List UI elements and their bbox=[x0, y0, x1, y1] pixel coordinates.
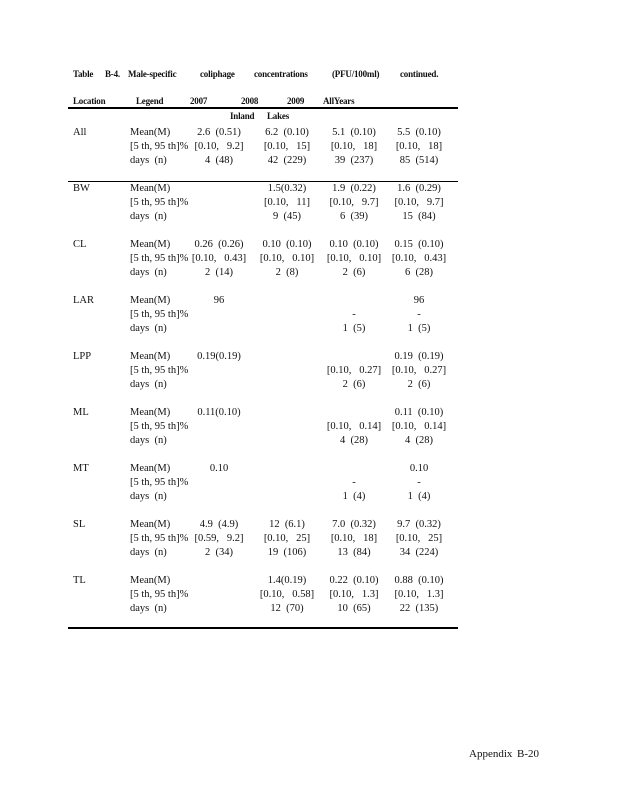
value-cell: 6 (39) bbox=[340, 211, 368, 222]
value-cell: 4.9 (4.9) bbox=[199, 519, 239, 530]
value-cell: 2 (6) bbox=[407, 379, 431, 390]
value-cell: [0.10, 18] bbox=[395, 141, 443, 152]
value-cell: 7.0 (0.32) bbox=[332, 519, 376, 530]
footer-appendix: Appendix bbox=[469, 748, 513, 760]
value-cell: 1.6 (0.29) bbox=[397, 183, 441, 194]
legend-line: days (n) bbox=[130, 267, 167, 278]
legend-line: Mean(M) bbox=[130, 295, 171, 306]
section-lakes: Lakes bbox=[267, 111, 290, 121]
legend-line: [5 th, 95 th]% bbox=[130, 309, 189, 320]
value-cell: 1.9 (0.22) bbox=[332, 183, 376, 194]
title-table-word: Table bbox=[73, 69, 94, 79]
value-cell: 4 (48) bbox=[205, 155, 233, 166]
value-cell: [0.10, 0.10] bbox=[259, 253, 315, 264]
value-cell: 1.5(0.32) bbox=[267, 183, 307, 194]
value-cell: 0.11 (0.10) bbox=[394, 407, 444, 418]
value-cell: [0.10, 0.43] bbox=[191, 253, 247, 264]
value-cell: 0.10 bbox=[409, 463, 429, 474]
value-cell: 0.26 (0.26) bbox=[194, 239, 244, 250]
value-cell: [0.10, 15] bbox=[263, 141, 311, 152]
value-cell: 2.6 (0.51) bbox=[197, 127, 241, 138]
value-cell: 10 (65) bbox=[337, 603, 371, 614]
legend-line: [5 th, 95 th]% bbox=[130, 589, 189, 600]
value-cell: 1 (5) bbox=[407, 323, 431, 334]
value-cell: [0.10, 0.14] bbox=[326, 421, 382, 432]
legend-line: Mean(M) bbox=[130, 351, 171, 362]
value-cell: 9.7 (0.32) bbox=[397, 519, 441, 530]
value-cell: [0.10, 9.7] bbox=[394, 197, 444, 208]
location-cell: ML bbox=[73, 407, 89, 418]
title-continued: continued. bbox=[400, 69, 439, 79]
value-cell: 96 bbox=[413, 295, 425, 306]
value-cell: - bbox=[352, 309, 356, 320]
value-cell: 15 (84) bbox=[402, 211, 436, 222]
value-cell: - bbox=[417, 309, 421, 320]
legend-line: days (n) bbox=[130, 491, 167, 502]
header-legend: Legend bbox=[136, 96, 164, 106]
legend-line: Mean(M) bbox=[130, 239, 171, 250]
header-rule bbox=[68, 107, 458, 109]
legend-line: days (n) bbox=[130, 435, 167, 446]
value-cell: [0.10, 0.58] bbox=[259, 589, 315, 600]
legend-line: [5 th, 95 th]% bbox=[130, 197, 189, 208]
location-cell: LAR bbox=[73, 295, 94, 306]
value-cell: [0.10, 25] bbox=[395, 533, 443, 544]
legend-line: Mean(M) bbox=[130, 183, 171, 194]
location-cell: TL bbox=[73, 575, 86, 586]
value-cell: 39 (237) bbox=[334, 155, 374, 166]
legend-line: [5 th, 95 th]% bbox=[130, 421, 189, 432]
value-cell: [0.10, 1.3] bbox=[329, 589, 379, 600]
value-cell: [0.10, 9.7] bbox=[329, 197, 379, 208]
location-cell: BW bbox=[73, 183, 90, 194]
header-2009: 2009 bbox=[287, 96, 305, 106]
value-cell: 34 (224) bbox=[399, 547, 439, 558]
value-cell: [0.10, 0.27] bbox=[391, 365, 447, 376]
value-cell: 0.10 (0.10) bbox=[329, 239, 379, 250]
legend-line: days (n) bbox=[130, 211, 167, 222]
value-cell: - bbox=[352, 477, 356, 488]
value-cell: 42 (229) bbox=[267, 155, 307, 166]
title-desc-1: Male-specific bbox=[128, 69, 177, 79]
title-units: (PFU/100ml) bbox=[332, 69, 380, 79]
value-cell: [0.10, 0.43] bbox=[391, 253, 447, 264]
value-cell: 6.2 (0.10) bbox=[265, 127, 309, 138]
title-desc-3: concentrations bbox=[254, 69, 308, 79]
legend-line: [5 th, 95 th]% bbox=[130, 533, 189, 544]
value-cell: 0.10 bbox=[209, 463, 229, 474]
value-cell: 85 (514) bbox=[399, 155, 439, 166]
value-cell: 2 (34) bbox=[205, 547, 233, 558]
header-2008: 2008 bbox=[241, 96, 259, 106]
value-cell: 12 (70) bbox=[270, 603, 304, 614]
location-cell: SL bbox=[73, 519, 86, 530]
value-cell: 96 bbox=[213, 295, 225, 306]
value-cell: [0.10, 0.10] bbox=[326, 253, 382, 264]
value-cell: 9 (45) bbox=[273, 211, 301, 222]
legend-line: [5 th, 95 th]% bbox=[130, 365, 189, 376]
value-cell: [0.10, 0.14] bbox=[391, 421, 447, 432]
legend-line: days (n) bbox=[130, 547, 167, 558]
value-cell: 2 (8) bbox=[275, 267, 299, 278]
location-cell: CL bbox=[73, 239, 87, 250]
header-2007: 2007 bbox=[190, 96, 208, 106]
value-cell: 22 (135) bbox=[399, 603, 439, 614]
value-cell: 2 (14) bbox=[205, 267, 233, 278]
value-cell: 1.4(0.19) bbox=[267, 575, 307, 586]
value-cell: [0.10, 18] bbox=[330, 533, 378, 544]
value-cell: 0.10 (0.10) bbox=[262, 239, 312, 250]
value-cell: 0.22 (0.10) bbox=[329, 575, 379, 586]
value-cell: [0.10, 0.27] bbox=[326, 365, 382, 376]
title-table-id: B-4. bbox=[105, 69, 120, 79]
value-cell: [0.10, 11] bbox=[264, 197, 310, 208]
legend-line: [5 th, 95 th]% bbox=[130, 141, 189, 152]
value-cell: 1 (5) bbox=[342, 323, 366, 334]
value-cell: 1 (4) bbox=[407, 491, 431, 502]
value-cell: 5.5 (0.10) bbox=[397, 127, 441, 138]
legend-line: Mean(M) bbox=[130, 575, 171, 586]
legend-line: Mean(M) bbox=[130, 519, 171, 530]
legend-line: [5 th, 95 th]% bbox=[130, 477, 189, 488]
value-cell: [0.10, 1.3] bbox=[394, 589, 444, 600]
value-cell: 12 (6.1) bbox=[269, 519, 305, 530]
value-cell: 4 (28) bbox=[405, 435, 433, 446]
legend-line: Mean(M) bbox=[130, 127, 171, 138]
value-cell: 0.15 (0.10) bbox=[394, 239, 444, 250]
value-cell: [0.59, 9.2] bbox=[194, 533, 244, 544]
value-cell: [0.10, 18] bbox=[330, 141, 378, 152]
legend-line: Mean(M) bbox=[130, 463, 171, 474]
header-location: Location bbox=[73, 96, 106, 106]
location-cell: MT bbox=[73, 463, 89, 474]
value-cell: 0.19 (0.19) bbox=[394, 351, 444, 362]
legend-line: days (n) bbox=[130, 603, 167, 614]
location-cell: LPP bbox=[73, 351, 92, 362]
value-cell: [0.10, 25] bbox=[263, 533, 311, 544]
value-cell: 13 (84) bbox=[337, 547, 371, 558]
value-cell: 5.1 (0.10) bbox=[332, 127, 376, 138]
value-cell: 2 (6) bbox=[342, 267, 366, 278]
value-cell: - bbox=[417, 477, 421, 488]
value-cell: [0.10, 9.2] bbox=[194, 141, 244, 152]
legend-line: days (n) bbox=[130, 323, 167, 334]
section-inland: Inland bbox=[230, 111, 255, 121]
value-cell: 0.19(0.19) bbox=[197, 351, 241, 362]
value-cell: 6 (28) bbox=[405, 267, 433, 278]
value-cell: 4 (28) bbox=[340, 435, 368, 446]
legend-line: days (n) bbox=[130, 379, 167, 390]
header-all-years: AllYears bbox=[323, 96, 355, 106]
legend-line: Mean(M) bbox=[130, 407, 171, 418]
value-cell: 1 (4) bbox=[342, 491, 366, 502]
value-cell: 2 (6) bbox=[342, 379, 366, 390]
value-cell: 19 (106) bbox=[267, 547, 307, 558]
bottom-rule bbox=[68, 627, 458, 629]
footer-page-number: B-20 bbox=[517, 748, 539, 760]
value-cell: 0.11(0.10) bbox=[197, 407, 241, 418]
location-cell: All bbox=[73, 127, 87, 138]
value-cell: 0.88 (0.10) bbox=[394, 575, 444, 586]
title-desc-2: coliphage bbox=[200, 69, 235, 79]
legend-line: days (n) bbox=[130, 155, 167, 166]
legend-line: [5 th, 95 th]% bbox=[130, 253, 189, 264]
